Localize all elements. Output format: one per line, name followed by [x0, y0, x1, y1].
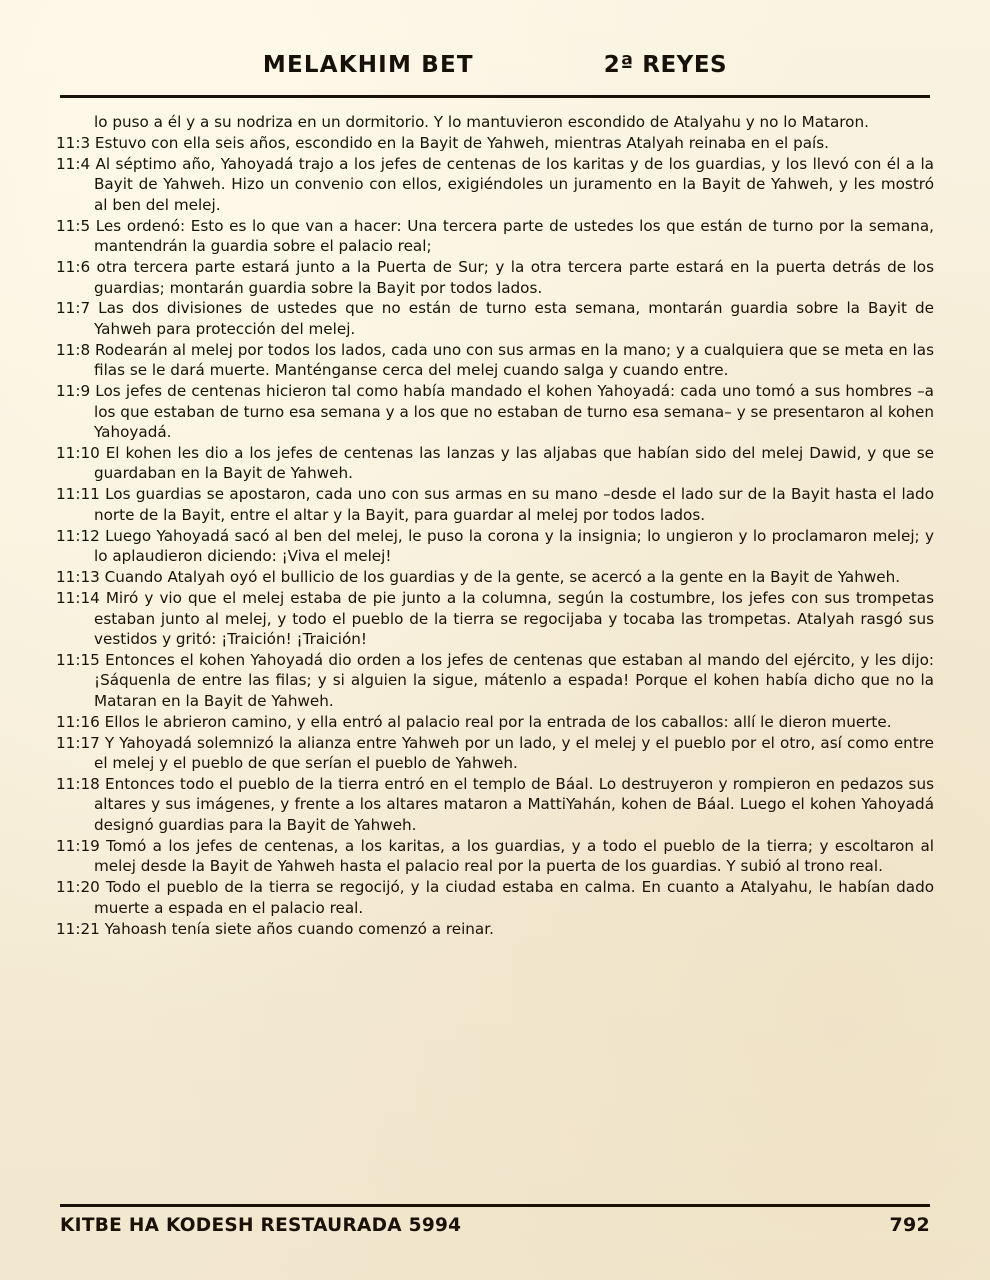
verse-paragraph: 11:4 Al séptimo año, Yahoyadá trajo a los jefes de centenas de los karitas y de los guardias, y los llevó con él a la Bayit de Yahweh. Hizo un convenio con ellos, exigiéndoles un juramento en la Bayit de Yahweh, y les mostró al ben del melej.	[56, 154, 934, 214]
verse-paragraph: 11:15 Entonces el kohen Yahoyadá dio orden a los jefes de centenas que estaban al mando del ejército, y les dijo: ¡Sáquenla de entre las filas; y si alguien la sigue, mátenlo a espada! Porque el kohen había dicho que no la Mataran en la Bayit de Yahweh.	[56, 650, 934, 710]
header-divider	[60, 95, 930, 98]
page-header	[48, 0, 942, 78]
verse-paragraph: 11:6 otra tercera parte estará junto a la Puerta de Sur; y la otra tercera parte estará en la puerta detrás de los guardias; montarán guardia sobre la Bayit por todos lados.	[56, 258, 934, 297]
verse-paragraph: 11:12 Luego Yahoyadá sacó al ben del melej, le puso la corona y la insignia; lo ungieron y lo proclamaron melej; y lo aplaudieron diciendo: ¡Viva el melej!	[56, 526, 934, 566]
verse-paragraph: 11:8 Rodearán al melej por todos los lados, cada uno con sus armas en la mano; y a cualquiera que se meta en las filas se le dará muerte. Manténganse cerca del melej cuando salga y cuando entre.	[56, 340, 934, 380]
header-title-left: MELAKHIM BET	[262, 52, 474, 78]
verse-paragraph: 11:9 Los jefes de centenas hicieron tal como había mandado el kohen Yahoyadá: cada uno tomó a sus hombres –a los que estaban de turno esa semana y a los que no estaban de turno esa semana– y se presentaron al kohen Yahoyadá.	[56, 382, 934, 442]
verse-paragraph: 11:13 Cuando Atalyah oyó el bullicio de los guardias y de la gente, se acercó a la gente en la Bayit de Yahweh.	[56, 568, 901, 587]
verse-paragraph: 11:3 Estuvo con ella seis años, escondido en la Bayit de Yahweh, mientras Atalyah reinaba en el país.	[56, 133, 829, 152]
verse-paragraph: 11:19 Tomó a los jefes de centenas, a los karitas, a los guardias, y a todo el pueblo de la tierra; y escoltaron al melej desde la Bayit de Yahweh hasta el palacio real por la puerta de los guardias. Y subió al trono real.	[56, 836, 934, 876]
page-footer	[48, 1204, 942, 1236]
header-title-right: 2ª REYES	[603, 52, 728, 78]
verse-paragraph: 11:7 Las dos divisiones de ustedes que no están de turno esta semana, montarán guardia sobre la Bayit de Yahweh para protección del melej.	[56, 299, 934, 338]
verse-continuation: lo puso a él y a su nodriza en un dormitorio. Y lo mantuvieron escondido de Atalyahu y no lo Mataron.	[94, 113, 869, 131]
verse-paragraph: 11:10 El kohen les dio a los jefes de centenas las lanzas y las aljabas que habían sido del melej Dawid, y que se guardaban en la Bayit de Yahweh.	[56, 444, 934, 483]
verse-paragraph: 11:17 Y Yahoyadá solemnizó la alianza entre Yahweh por un lado, y el melej y el pueblo por el otro, así como entre el melej y el pueblo de que serían el pueblo de Yahweh.	[56, 733, 934, 773]
footer-edition: KITBE HA KODESH RESTAURADA 5994	[60, 1215, 462, 1236]
scripture-body	[56, 112, 934, 939]
footer-page-number: 792	[889, 1214, 930, 1236]
verse-paragraph: 11:5 Les ordenó: Esto es lo que van a hacer: Una tercera parte de ustedes los que están de turno por la semana, mantendrán la guardia sobre el palacio real;	[56, 216, 934, 256]
verse-paragraph: 11:20 Todo el pueblo de la tierra se regocijó, y la ciudad estaba en calma. En cuanto a Atalyahu, le habían dado muerte a espada en el palacio real.	[56, 878, 934, 917]
verse-paragraph: 11:16 Ellos le abrieron camino, y ella entró al palacio real por la entrada de los caballos: allí le dieron muerte.	[56, 712, 892, 731]
verse-paragraph: 11:21 Yahoash tenía siete años cuando comenzó a reinar.	[56, 919, 494, 938]
verse-paragraph: 11:18 Entonces todo el pueblo de la tierra entró en el templo de Báal. Lo destruyeron y rompieron en pedazos sus altares y sus imágenes, y frente a los altares mataron a MattiYahán, kohen de Báal. Luego el kohen Yahoyadá designó guardias para la Bayit de Yahweh.	[56, 775, 934, 834]
verse-paragraph: 11:14 Miró y vio que el melej estaba de pie junto a la columna, según la costumbre, los jefes con sus trompetas estaban junto al melej, y todo el pueblo de la tierra se regocijaba y tocaba las trompetas. Atalyah rasgó sus vestidos y gritó: ¡Traición! ¡Traición!	[56, 589, 934, 648]
verse-paragraph: 11:11 Los guardias se apostaron, cada uno con sus armas en su mano –desde el lado sur de la Bayit hasta el lado norte de la Bayit, entre el altar y la Bayit, para guardar al melej por todos lados.	[56, 485, 934, 524]
